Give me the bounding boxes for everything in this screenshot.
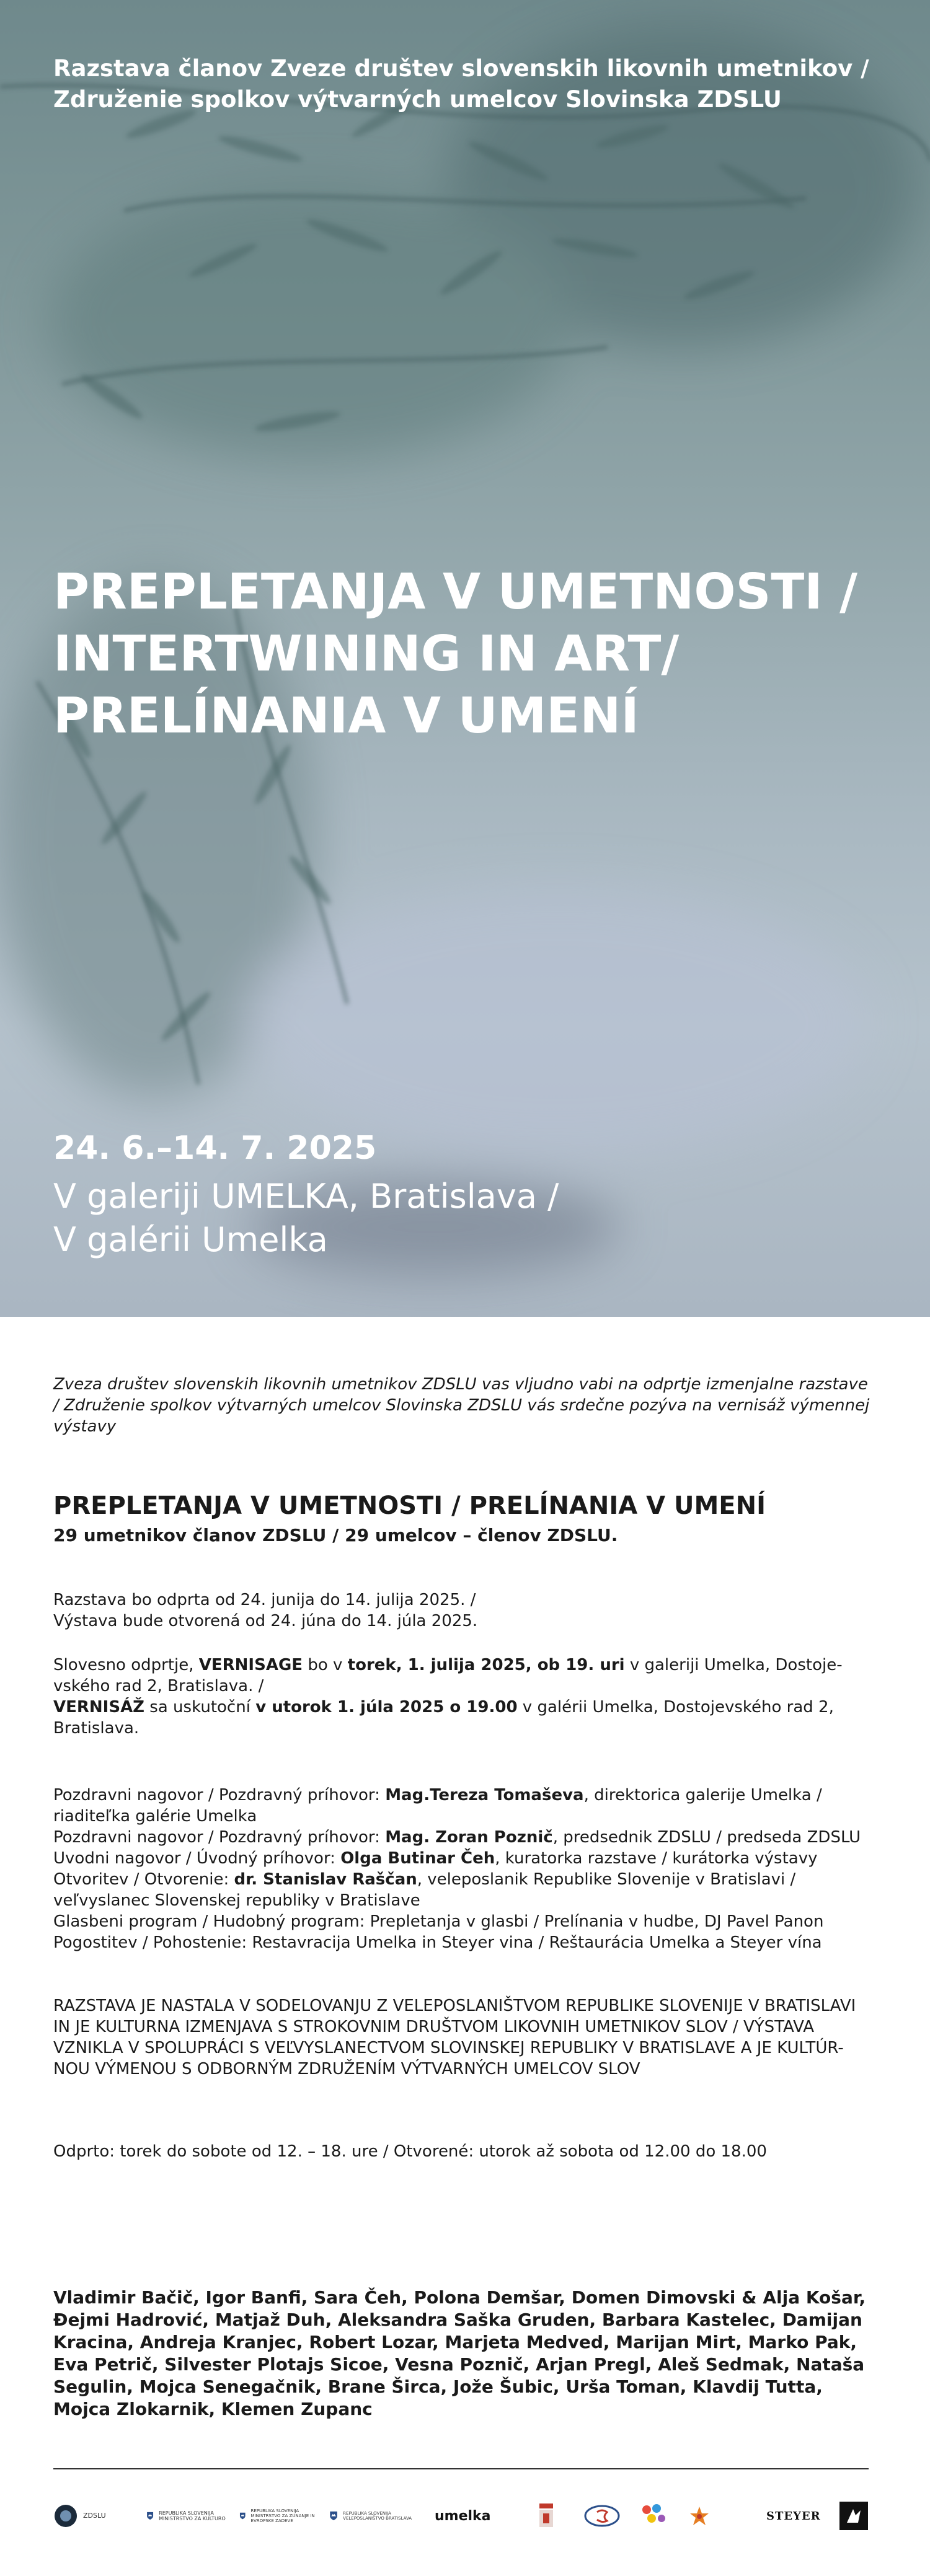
speaker-role: , predsednik ZDSLU / predseda ZDSLU (552, 1828, 861, 1847)
black-square-emblem-icon (839, 2502, 868, 2530)
embassy-logo (329, 2497, 419, 2534)
slovenia-coat-of-arms-icon (146, 2508, 154, 2524)
steyer-logo-text: STEYER (766, 2509, 821, 2523)
speaker-label: Otvoritev / Otvorenie: (53, 1870, 234, 1889)
vernissage-sk-mid: sa uskutoční (144, 1698, 256, 1717)
venue-line-1: V galeriji UMELKA, Bratislava / (53, 1177, 559, 1216)
umelka-logo-text: umelka (435, 2508, 491, 2524)
music-program-line (53, 1911, 872, 1932)
open-period (53, 1589, 872, 1632)
exhibition-heading: PREPLETANJA V UMETNOSTI / PRELÍNANIA V UMENÍ (53, 1492, 766, 1520)
zdslu-logo (53, 2497, 106, 2534)
sponsor-logo-strip (53, 2497, 872, 2541)
exhibition-organizer-subtitle (53, 53, 897, 115)
partner-logo-colorful (639, 2497, 670, 2534)
star-emblem-icon (689, 2505, 710, 2526)
partner-logo-black-square (839, 2497, 868, 2534)
vernissage-sl-datetime: torek, 1. julija 2025, ob 19. uri (347, 1656, 625, 1674)
vernissage-sl-lead: Slovesno odprtje, (53, 1656, 199, 1674)
vernissage-info (53, 1655, 872, 1739)
vernissage-sk (53, 1697, 872, 1739)
exhibition-dates: 24. 6.–14. 7. 2025 (53, 1130, 377, 1167)
oval-emblem-icon (583, 2503, 621, 2528)
embassy-text: REPUBLIKA SLOVENIJA VELEPOSLANIŠTVO BRATISLAVA (343, 2511, 412, 2521)
speaker-label: Pozdravni nagovor / Pozdravný príhovor: (53, 1828, 386, 1847)
ministry-culture-logo (146, 2497, 227, 2534)
speaker-label: Uvodni nagovor / Úvodný príhovor: (53, 1849, 341, 1868)
speaker-label: Pozdravni nagovor / Pozdravný príhovor: (53, 1786, 386, 1805)
vernissage-sl (53, 1655, 872, 1697)
catering-text: Pogostitev / Pohostenie: Restavracija Umelka in Steyer vina / Reštaurácia Umelka a Steyer vína (53, 1933, 822, 1952)
catering-line (53, 1932, 872, 1953)
vernissage-sl-mid: bo v (303, 1656, 348, 1674)
exhibition-title (53, 561, 897, 747)
slovenia-coat-of-arms-icon (329, 2508, 338, 2524)
speaker-role: , direktorica galerije Umelka / riaditeľka galérie Umelka (53, 1786, 822, 1826)
umelka-logo (435, 2497, 491, 2534)
footer-divider (53, 2468, 869, 2469)
title-line-1: PREPLETANJA V UMETNOSTI / (53, 563, 858, 620)
subtitle-line-2: Združenie spolkov výtvarných umelcov Slovinska ZDSLU (53, 86, 782, 113)
partner-logo-flag (537, 2497, 556, 2534)
vernissage-sl-keyword: VERNISAGE (198, 1656, 303, 1674)
exhibition-venue (53, 1175, 559, 1262)
speaker-line (53, 1869, 872, 1911)
speaker-role: , veleposlanik Republike Slovenije v Bratislavi / veľvyslanec Slovenskej republiky v Bratislave (53, 1870, 796, 1910)
ministry-culture-text: REPUBLIKA SLOVENIJA MINISTRSTVO ZA KULTURO (159, 2510, 226, 2521)
vernissage-sl-location: v galeriji Umelka, Dostoje-vského rad 2, Bratislava. / (53, 1656, 843, 1695)
speaker-name: Olga Butinar Čeh (340, 1849, 495, 1868)
artist-list: Vladimir Bačič, Igor Banfi, Sara Čeh, Polona Demšar, Domen Dimovski & Alja Košar, Đejmi Hadrović, Matjaž Duh, Aleksandra Saška Gruden, Barbara Kastelec, Damijan Kracina, Andreja Kranjec, Robert Lozar, Marjeta Medved, Marijan Mirt, Marko Pak, Eva Petrič, Silvester Plotajs Sicoe, Vesna Poznič, Arjan Pregl, Aleš Sedmak, Nataša Segulin, Mojca Senegačnik, Brane Širca, Jože Šubic, Urša Toman, Klavdij Tutta, Mojca Zlokarnik, Klemen Zupanc (53, 2287, 866, 2419)
zdslu-emblem-icon (53, 2503, 78, 2528)
title-line-2: INTERTWINING IN ART/ (53, 625, 680, 682)
opening-hours: Odprto: torek do sobote od 12. – 18. ure / Otvorené: utorok až sobota od 12.00 do 18.00 (53, 2142, 767, 2161)
title-line-3: PRELÍNANIA V UMENÍ (53, 687, 639, 744)
cooperation-statement: RAZSTAVA JE NASTALA V SODELOVANJU Z VELEPOSLANIŠTVOM REPUBLIKE SLOVENIJE V BRATISLAVI IN JE KULTURNA IZMENJAVA S STROKOVNIM DRUŠTVOM LIKOVNIH UMETNIKOV SLOV / VÝSTAVA VZNIKLA V SPOLUPRÁCI S VEĽVYSLANECTVOM SLOVINSKEJ REPUBLIKY V BRATISLAVE A JE KULTÚR-NOU VÝMENOU S ODBORNÝM ZDRUŽENÍM VÝTVARNÝCH UMELCOV SLOV (53, 1997, 856, 2078)
flag-emblem-icon (537, 2502, 556, 2530)
subtitle-line-1: Razstava članov Zveze društev slovenskih likovnih umetnikov / (53, 55, 869, 82)
music-program-text: Glasbeni program / Hudobný program: Prepletanja v glasbi / Prelínania v hudbe, DJ Pavel Panon (53, 1912, 824, 1931)
colorful-dots-icon (639, 2502, 670, 2530)
slovenia-coat-of-arms-icon (239, 2508, 246, 2524)
invitation-text: Zveza društev slovenskih likovnih umetnikov ZDSLU vas vljudno vabi na odprtje izmenjalne razstave / Združenie spolkov výtvarných umelcov Slovinska ZDSLU vás srdečne pozýva na vernisáž výmennej výstavy (53, 1375, 870, 1436)
partner-logo-star (689, 2497, 757, 2534)
speaker-role: , kuratorka razstave / kurátorka výstavy (495, 1849, 818, 1868)
steyer-logo (766, 2497, 821, 2534)
ministry-foreign-text: REPUBLIKA SLOVENIJA MINISTRSTVO ZA ZUNANJE IN EVROPSKE ZADEVE (250, 2508, 315, 2523)
speaker-line (53, 1848, 872, 1869)
venue-line-2: V galérii Umelka (53, 1220, 328, 1259)
ministry-foreign-logo (239, 2497, 326, 2534)
open-period-sk: Výstava bude otvorená od 24. júna do 14. júla 2025. (53, 1612, 478, 1630)
speaker-name: Mag. Zoran Poznič (385, 1828, 553, 1847)
partner-logo-oval (583, 2497, 621, 2534)
speaker-name: Mag.Tereza Tomaševa (385, 1786, 584, 1805)
speaker-name: dr. Stanislav Raščan (234, 1870, 417, 1889)
zdslu-logo-text: ZDSLU (83, 2512, 106, 2520)
vernissage-sk-location: v galérii Umelka, Dostojevského rad 2, Bratislava. (53, 1698, 834, 1738)
speaker-line (53, 1827, 872, 1848)
open-period-sl: Razstava bo odprta od 24. junija do 14. julija 2025. / (53, 1591, 476, 1609)
speaker-line (53, 1785, 872, 1827)
program-speakers (53, 1785, 872, 1953)
vernissage-sk-keyword: VERNISÁŽ (53, 1698, 145, 1717)
exhibition-subheading: 29 umetnikov članov ZDSLU / 29 umelcov – členov ZDSLU. (53, 1525, 618, 1545)
vernissage-sk-datetime: v utorok 1. júla 2025 o 19.00 (255, 1698, 518, 1717)
